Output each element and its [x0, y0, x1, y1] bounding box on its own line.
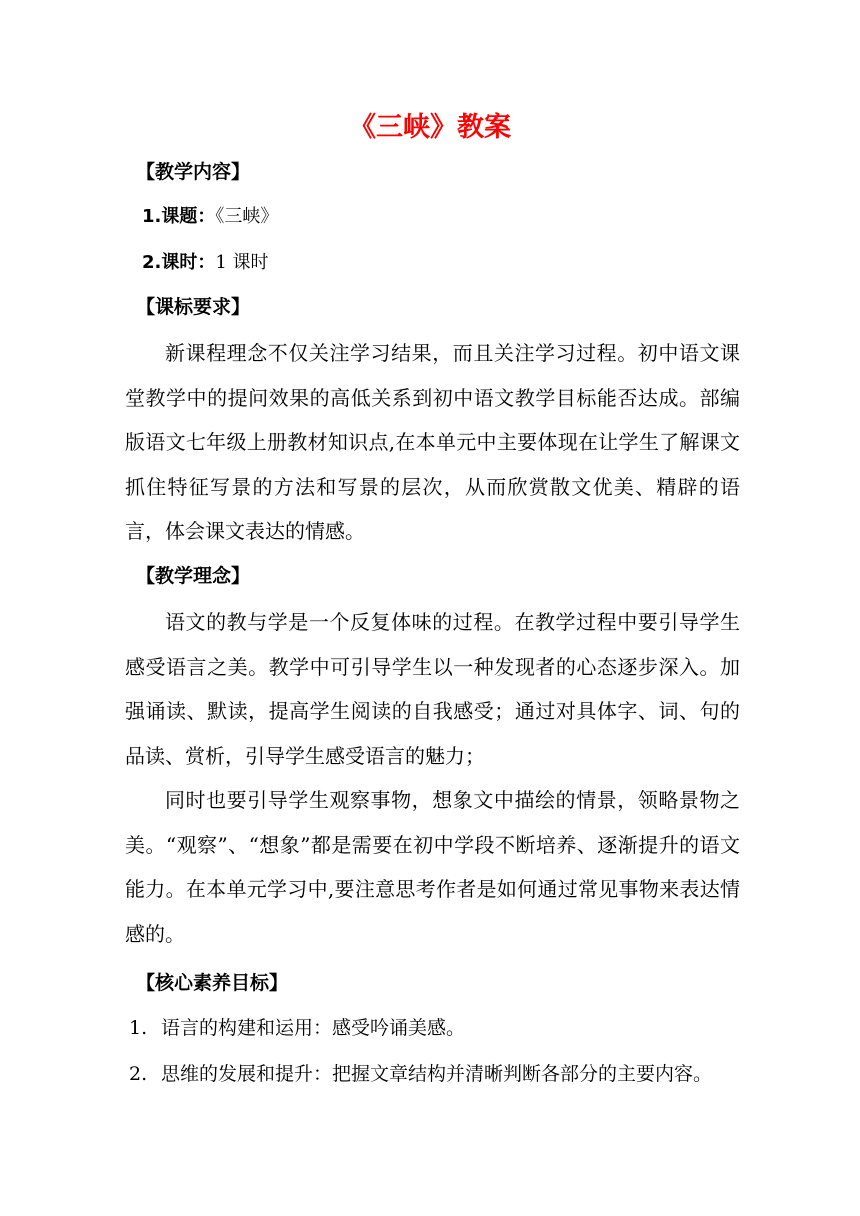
- goal-item-2-text: 思维的发展和提升：把握文章结构并清晰判断各部分的主要内容。: [161, 1063, 713, 1085]
- goal-item-1: [129, 1013, 749, 1043]
- content-item-topic: [142, 202, 278, 232]
- goal-item-2-number: 2.: [129, 1063, 148, 1085]
- goal-item-2: [129, 1059, 749, 1089]
- content-item-hours: [142, 248, 269, 278]
- content-item-hours-label: 2.课时：: [142, 252, 216, 273]
- standards-paragraph: 新课程理念不仅关注学习结果，而且关注学习过程。初中语文课堂教学中的提问效果的高低关系到初中语文教学目标能否达成。部编版语文七年级上册教材知识点,在本单元中主要体现在让学生了解课文抓住特征写景的方法和写景的层次，从而欣赏散文优美、精辟的语言，体会课文表达的情感。: [125, 341, 740, 544]
- content-item-hours-value: 1 课时: [215, 252, 269, 273]
- content-item-topic-label: 1.课题：: [142, 206, 216, 227]
- content-item-topic-value: 《三峡》: [215, 206, 279, 227]
- philosophy-paragraph-1: 语文的教与学是一个反复体味的过程。在教学过程中要引导学生感受语言之美。教学中可引导学生以一种发现者的心态逐步深入。加强诵读、默读，提高学生阅读的自我感受；通过对具体字、词、句的品读、赏析，引导学生感受语言的魅力；: [125, 610, 740, 768]
- heading-core-goals: 【核心素养目标】: [136, 972, 289, 994]
- document-title: 《三峡》教案: [349, 112, 511, 143]
- goal-item-1-text: 语言的构建和运用：感受吟诵美感。: [161, 1017, 466, 1039]
- heading-teaching-philosophy: 【教学理念】: [136, 565, 251, 587]
- philosophy-paragraph-2: 同时也要引导学生观察事物，想象文中描绘的情景，领略景物之美。“观察”、“想象”都是需要在初中学段不断培养、逐渐提升的语文能力。在本单元学习中,要注意思考作者是如何通过常见事物来表达情感的。: [125, 788, 740, 946]
- goal-item-1-number: 1.: [129, 1017, 148, 1039]
- heading-teaching-content: 【教学内容】: [136, 161, 251, 183]
- heading-curriculum-standards: 【课标要求】: [136, 296, 251, 318]
